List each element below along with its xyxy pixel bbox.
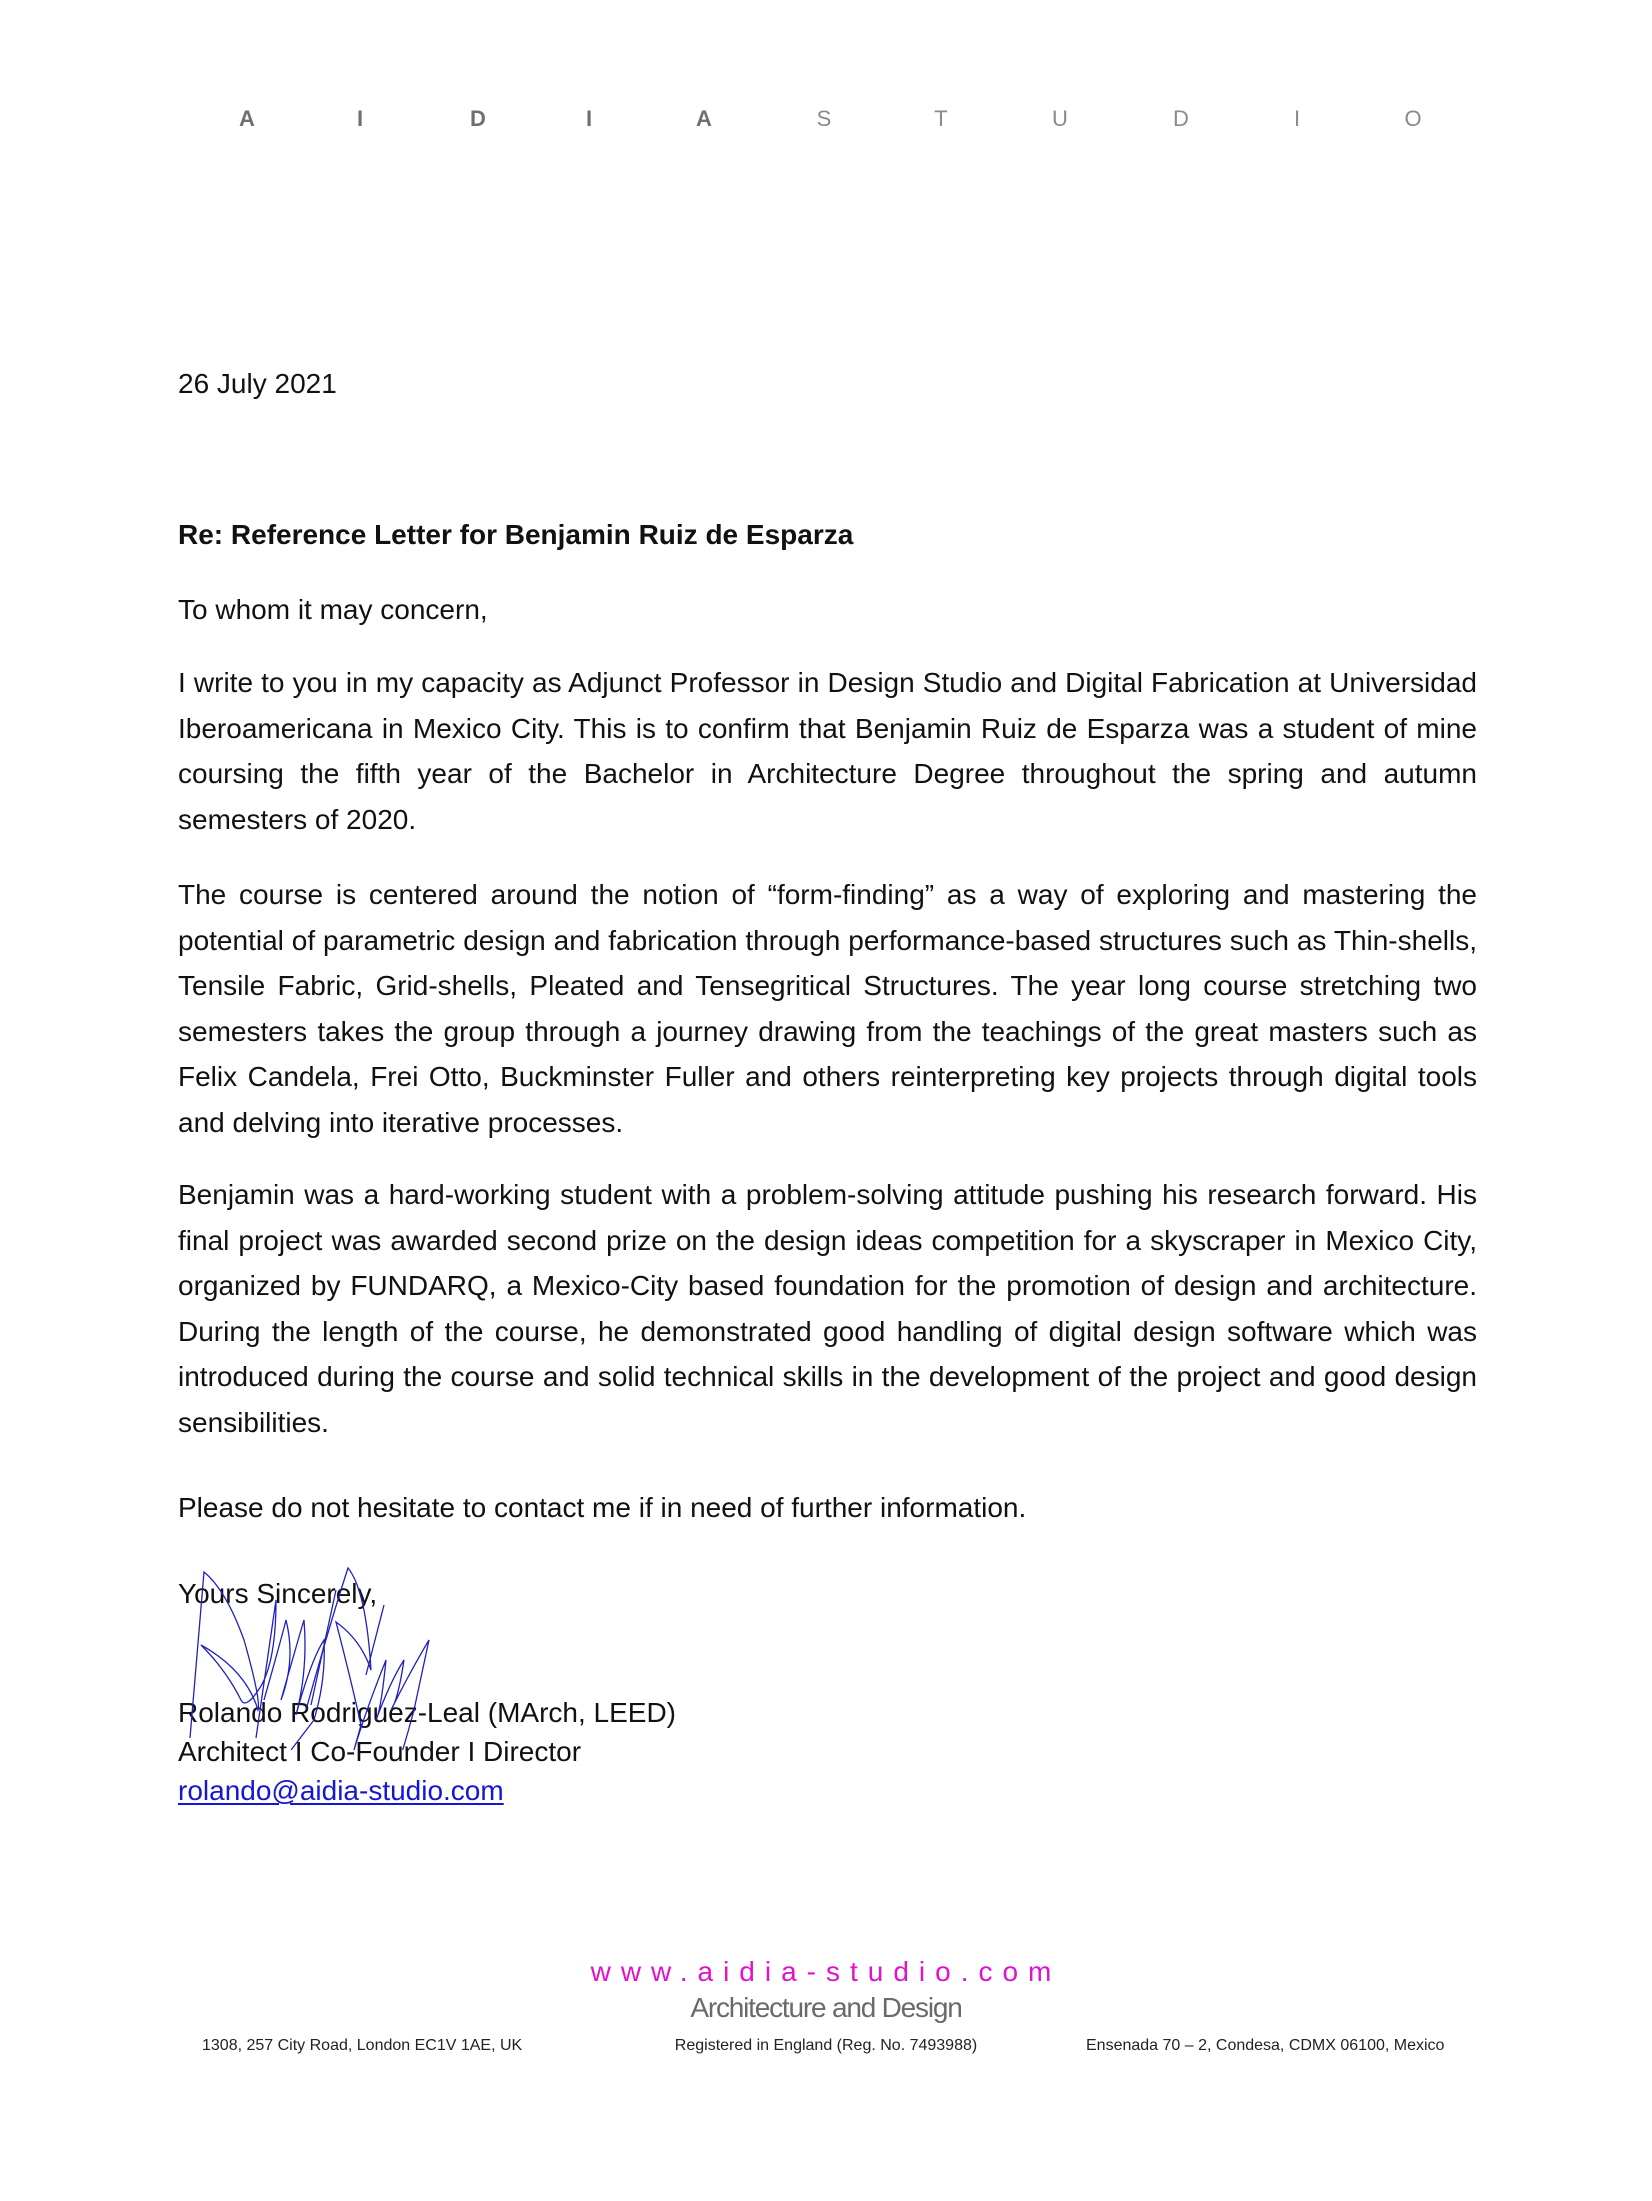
logo-letter: U — [1052, 106, 1068, 131]
footer-registration: Registered in England (Reg. No. 7493988) — [674, 2037, 978, 2054]
closing-line: Please do not hesitate to contact me if in need of further information. — [178, 1492, 1027, 1523]
footer-address-mexico: Ensenada 70 – 2, Condesa, CDMX 06100, Mexico — [1086, 2037, 1445, 2054]
letterhead-logo — [0, 106, 1652, 136]
logo-letter: S — [816, 106, 832, 131]
logo-letter: D — [1173, 106, 1189, 131]
salutation: To whom it may concern, — [178, 594, 488, 625]
signatory-name: Rolando Rodriguez-Leal (MArch, LEED) — [178, 1697, 676, 1728]
footer-address-london: 1308, 257 City Road, London EC1V 1AE, UK — [202, 2037, 523, 2054]
body-paragraph-1: I write to you in my capacity as Adjunct Professor in Design Studio and Digital Fabrication at Universidad Iberoamericana in Mexico City. This is to confirm that Benjamin Ruiz de Esparza was a student of mine coursing the fifth year of the Bachelor in Architecture Degree throughout the spring and autumn semesters of 2020. — [178, 667, 1477, 835]
logo-letter: O — [1404, 106, 1422, 131]
body-paragraph-3: Benjamin was a hard-working student with a problem-solving attitude pushing his research forward. His final project was awarded second prize on the design ideas competition for a skyscraper in Mexico City, organized by FUNDARQ, a Mexico-City based foundation for the promotion of design and architecture. During the length of the course, he demonstrated good handling of digital design software which was introduced during the course and solid technical skills in the development of the project and good design sensibilities. — [178, 1179, 1477, 1438]
logo-letter: I — [585, 106, 593, 131]
logo-letter: D — [470, 106, 486, 131]
letter-date: 26 July 2021 — [178, 368, 337, 399]
signatory-title: Architect I Co-Founder I Director — [178, 1736, 582, 1767]
body-paragraph-2: The course is centered around the notion of “form-finding” as a way of exploring and mastering the potential of parametric design and fabrication through performance-based structures such as Thin-shells, Tensile Fabric, Grid-shells, Pleated and Tensegritical Structures. The year long course stretching two semesters takes the group through a journey drawing from the teachings of the great masters such as Felix Candela, Frei Otto, Buckminster Fuller and others reinterpreting key projects through digital tools and delving into iterative processes. — [178, 879, 1477, 1138]
logo-letter: T — [934, 106, 948, 131]
handwritten-signature-icon — [186, 1560, 486, 1750]
footer-website-link[interactable]: www.aidia-studio.com — [590, 1956, 1062, 1987]
letter-subject: Re: Reference Letter for Benjamin Ruiz de Esparza — [178, 519, 854, 550]
sign-off: Yours Sincerely, — [178, 1578, 378, 1609]
logo-letter: I — [1293, 106, 1301, 131]
footer-tagline: Architecture and Design — [690, 1992, 962, 2023]
logo-letter: A — [696, 106, 712, 131]
logo-letter: A — [239, 106, 255, 131]
logo-letter: I — [356, 106, 364, 131]
signatory-email-link[interactable]: rolando@aidia-studio.com — [178, 1775, 504, 1806]
